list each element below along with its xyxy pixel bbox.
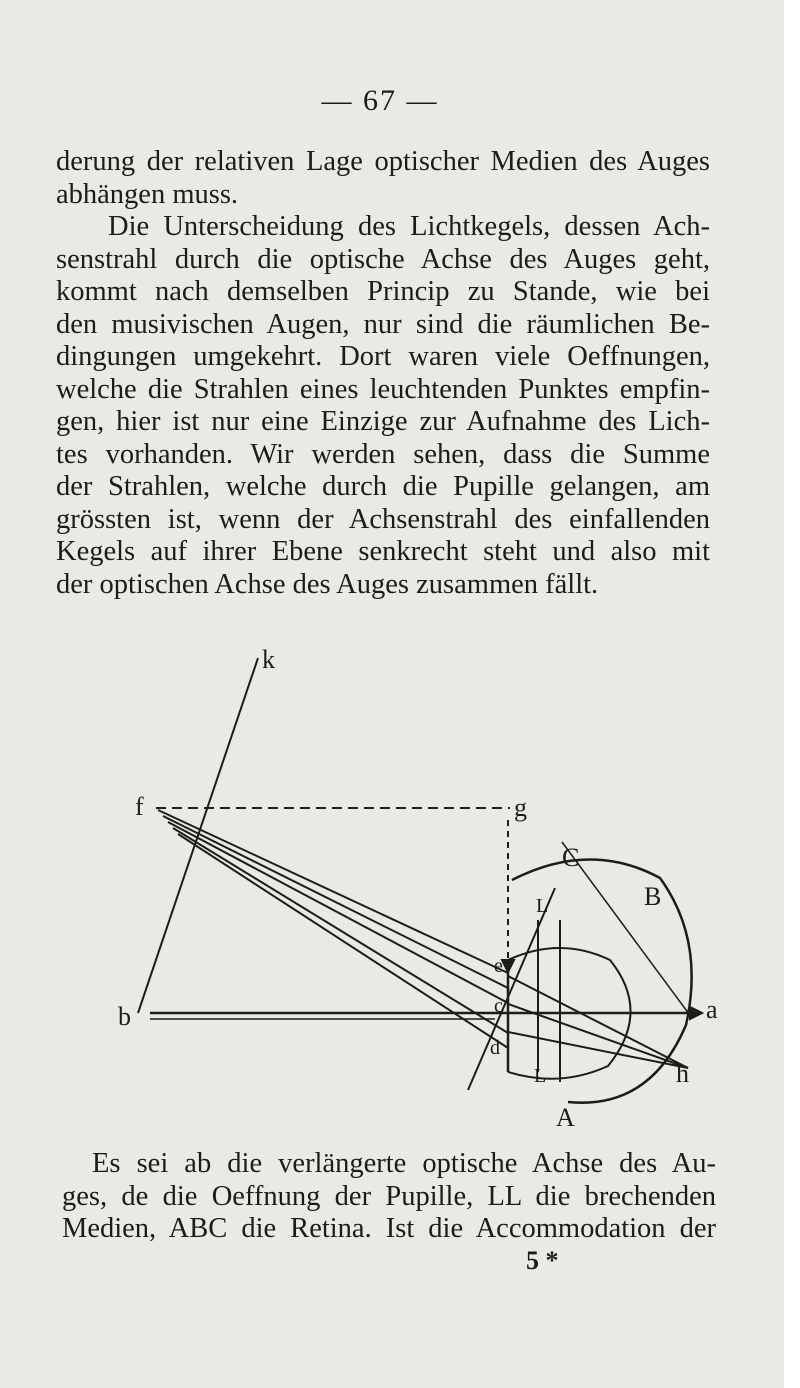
text-line: abhängen muss.: [56, 178, 239, 210]
ray-2: [163, 816, 508, 988]
text-line: Die Unterscheidung des Lichtkegels, dessen Ach-: [108, 211, 710, 242]
text-line: den musivischen Augen, nur sind die räumlichen Be-: [56, 308, 710, 340]
text-line: der optischen Achse des Auges zusammen fällt.: [56, 568, 599, 600]
label-b: b: [118, 1002, 131, 1031]
ray-inner-3: [508, 1032, 688, 1068]
text-line: welche die Strahlen eines leuchtenden Punktes empfin-: [56, 373, 710, 405]
label-A: A: [556, 1103, 575, 1132]
ray-inner-1: [508, 976, 688, 1068]
page-number: — 67 —: [321, 84, 439, 117]
label-L-bottom: L: [534, 1065, 547, 1087]
label-d: d: [490, 1037, 500, 1059]
text-line: Medien, ABC die Retina. Ist die Accommodation der: [62, 1213, 716, 1244]
eye-optics-diagram: [0, 620, 784, 1140]
text-line: gen, hier ist nur eine Einzige zur Aufnahme des Lich-: [56, 406, 710, 437]
label-C: C: [562, 843, 580, 872]
label-f: f: [135, 792, 144, 821]
arrow-a: [690, 1007, 702, 1019]
label-a: a: [706, 995, 718, 1024]
text-line: Es sei ab die verlängerte optische Achse des Au-: [92, 1148, 716, 1179]
text-line: dingungen umgekehrt. Dort waren viele Oeffnungen,: [56, 341, 710, 372]
label-c: c: [494, 995, 503, 1017]
label-e: e: [494, 955, 503, 977]
label-h: h: [676, 1059, 689, 1088]
line-k-b: [138, 658, 258, 1013]
page-edge: [784, 0, 800, 1388]
text-line: kommt nach demselben Princip zu Stande, wie bei: [56, 276, 710, 307]
text-line: tes vorhanden. Wir werden sehen, dass die Summe: [56, 438, 710, 470]
paragraph-text-1: [56, 146, 710, 601]
label-g: g: [514, 793, 527, 822]
text-line: derung der relativen Lage optischer Medien des Auges: [56, 146, 710, 177]
ray-5: [178, 834, 508, 1048]
ray-3: [168, 822, 508, 1003]
text-line: der Strahlen, welche durch die Pupille gelangen, am: [56, 471, 710, 502]
ray-4: [173, 828, 508, 1033]
text-line: Kegels auf ihrer Ebene senkrecht steht und also mit: [56, 536, 710, 567]
text-line: grössten ist, wenn der Achsenstrahl des einfallenden: [56, 503, 710, 535]
label-L-top: L: [536, 895, 549, 917]
label-B: B: [644, 882, 662, 911]
paragraph-text-2: [62, 1148, 716, 1246]
text-line: ges, de die Oeffnung der Pupille, LL die brechenden: [62, 1180, 716, 1212]
signature-mark: 5 *: [526, 1246, 559, 1275]
ray-1: [158, 810, 508, 973]
text-line: senstrahl durch die optische Achse des Auges geht,: [56, 243, 710, 275]
label-k: k: [262, 645, 275, 674]
